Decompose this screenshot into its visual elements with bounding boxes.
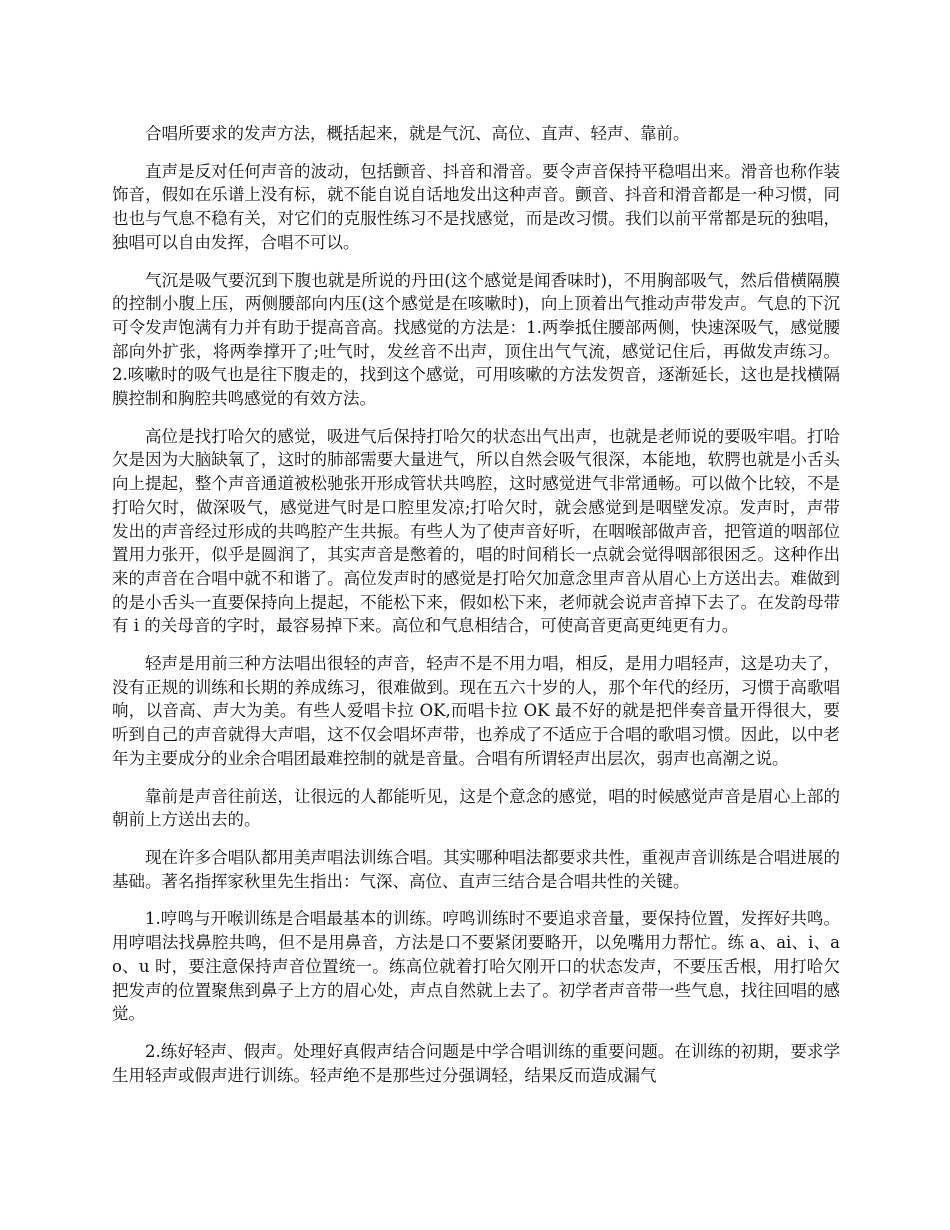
document-body	[112, 122, 840, 1101]
paragraph-bel-canto: 现在许多合唱队都用美声唱法训练合唱。其实哪种唱法都要求共性，重视声音训练是合唱进展的基础。著名指挥家秋里先生指出：气深、高位、直声三结合是合唱共性的关键。	[112, 847, 840, 891]
paragraph-high-position: 高位是找打哈欠的感觉，吸进气后保持打哈欠的状态出气出声，也就是老师说的要吸牢唱。打哈欠是因为大脑缺氧了，这时的肺部需要大量进气，所以自然会吸气很深，本能地，软腭也就是小舌头向上提起，整个声音通道被松驰张开形成管状共鸣腔，这时感觉进气非常通畅。可以做个比较，不是打哈欠时，做深吸气，感觉进气时是口腔里发凉;打哈欠时，就会感觉到是咽壁发凉。发声时，声带发出的声音经过形成的共鸣腔产生共振。有些人为了使声音好听，在咽喉部做声音，把管道的咽部位置用力张开，似乎是圆润了，其实声音是憋着的，唱的时间稍长一点就会觉得咽部很困乏。这种作出来的声音在合唱中就不和谐了。高位发声时的感觉是打哈欠加意念里声音从眉心上方送出去。难做到的是小舌头一直要保持向上提起，不能松下来，假如松下来，老师就会说声音掉下去了。在发韵母带有 i 的关母音的字时，最容易掉下来。高位和气息相结合，可使高音更高更纯更有力。	[112, 426, 840, 636]
paragraph-forward-placement: 靠前是声音往前送，让很远的人都能听见，这是个意念的感觉，唱的时候感觉声音是眉心上部的朝前上方送出去的。	[112, 786, 840, 830]
paragraph-falsetto-training: 2.练好轻声、假声。处理好真假声结合问题是中学合唱训练的重要问题。在训练的初期，要求学生用轻声或假声进行训练。轻声绝不是那些过分强调轻，结果反而造成漏气	[112, 1041, 840, 1085]
paragraph-humming-training: 1.哼鸣与开喉训练是合唱最基本的训练。哼鸣训练时不要追求音量，要保持位置，发挥好共鸣。用哼唱法找鼻腔共鸣，但不是用鼻音，方法是口不要紧闭要略开，以免嘴用力帮忙。练 a、ai、i、ao、u 时，要注意保持声音位置统一。练高位就着打哈欠刚开口的状态发声，不要压舌根，用打哈欠把发声的位置聚焦到鼻子上方的眉心处，声点自然就上去了。初学者声音带一些气息，找往回唱的感觉。	[112, 909, 840, 1024]
paragraph-intro: 合唱所要求的发声方法，概括起来，就是气沉、高位、直声、轻声、靠前。	[145, 124, 690, 143]
paragraph-deep-breath: 气沉是吸气要沉到下腹也就是所说的丹田(这个感觉是闻香味时)，不用胸部吸气，然后借横隔膜的控制小腹上压，两侧腰部向内压(这个感觉是在咳嗽时)，向上顶着出气推动声带发声。气息的下沉可令发声饱满有力并有助于提高音高。找感觉的方法是：1.两拳抵住腰部两侧，快速深吸气，感觉腰部向外扩张，将两拳撑开了;吐气时，发丝音不出声，顶住出气气流，感觉记住后，再做发声练习。2.咳嗽时的吸气也是往下腹走的，找到这个感觉，可用咳嗽的方法发贺音，逐渐延长，这也是找横隔膜控制和胸腔共鸣感觉的有效方法。	[112, 270, 840, 409]
paragraph-straight-voice: 直声是反对任何声音的波动，包括颤音、抖音和滑音。要令声音保持平稳唱出来。滑音也称作装饰音，假如在乐谱上没有标，就不能自说自话地发出这种声音。颤音、抖音和滑音都是一种习惯，同也也与气息不稳有关，对它们的克服性练习不是找感觉，而是改习惯。我们以前平常都是玩的独唱，独唱可以自由发挥，合唱不可以。	[112, 161, 840, 252]
paragraph-soft-voice: 轻声是用前三种方法唱出很轻的声音，轻声不是不用力唱，相反，是用力唱轻声，这是功夫了，没有正规的训练和长期的养成练习，很难做到。现在五六十岁的人，那个年代的经历，习惯于高歌唱响，以音高、声大为美。有些人爱唱卡拉 OK,而唱卡拉 OK 最不好的就是把伴奏音量开得很大，要听到自己的声音就得大声唱，这不仅会唱坏声带，也养成了不适应于合唱的歌唱习惯。因此，以中老年为主要成分的业余合唱团最难控制的就是音量。合唱有所谓轻声出层次，弱声也高潮之说。	[112, 654, 840, 768]
